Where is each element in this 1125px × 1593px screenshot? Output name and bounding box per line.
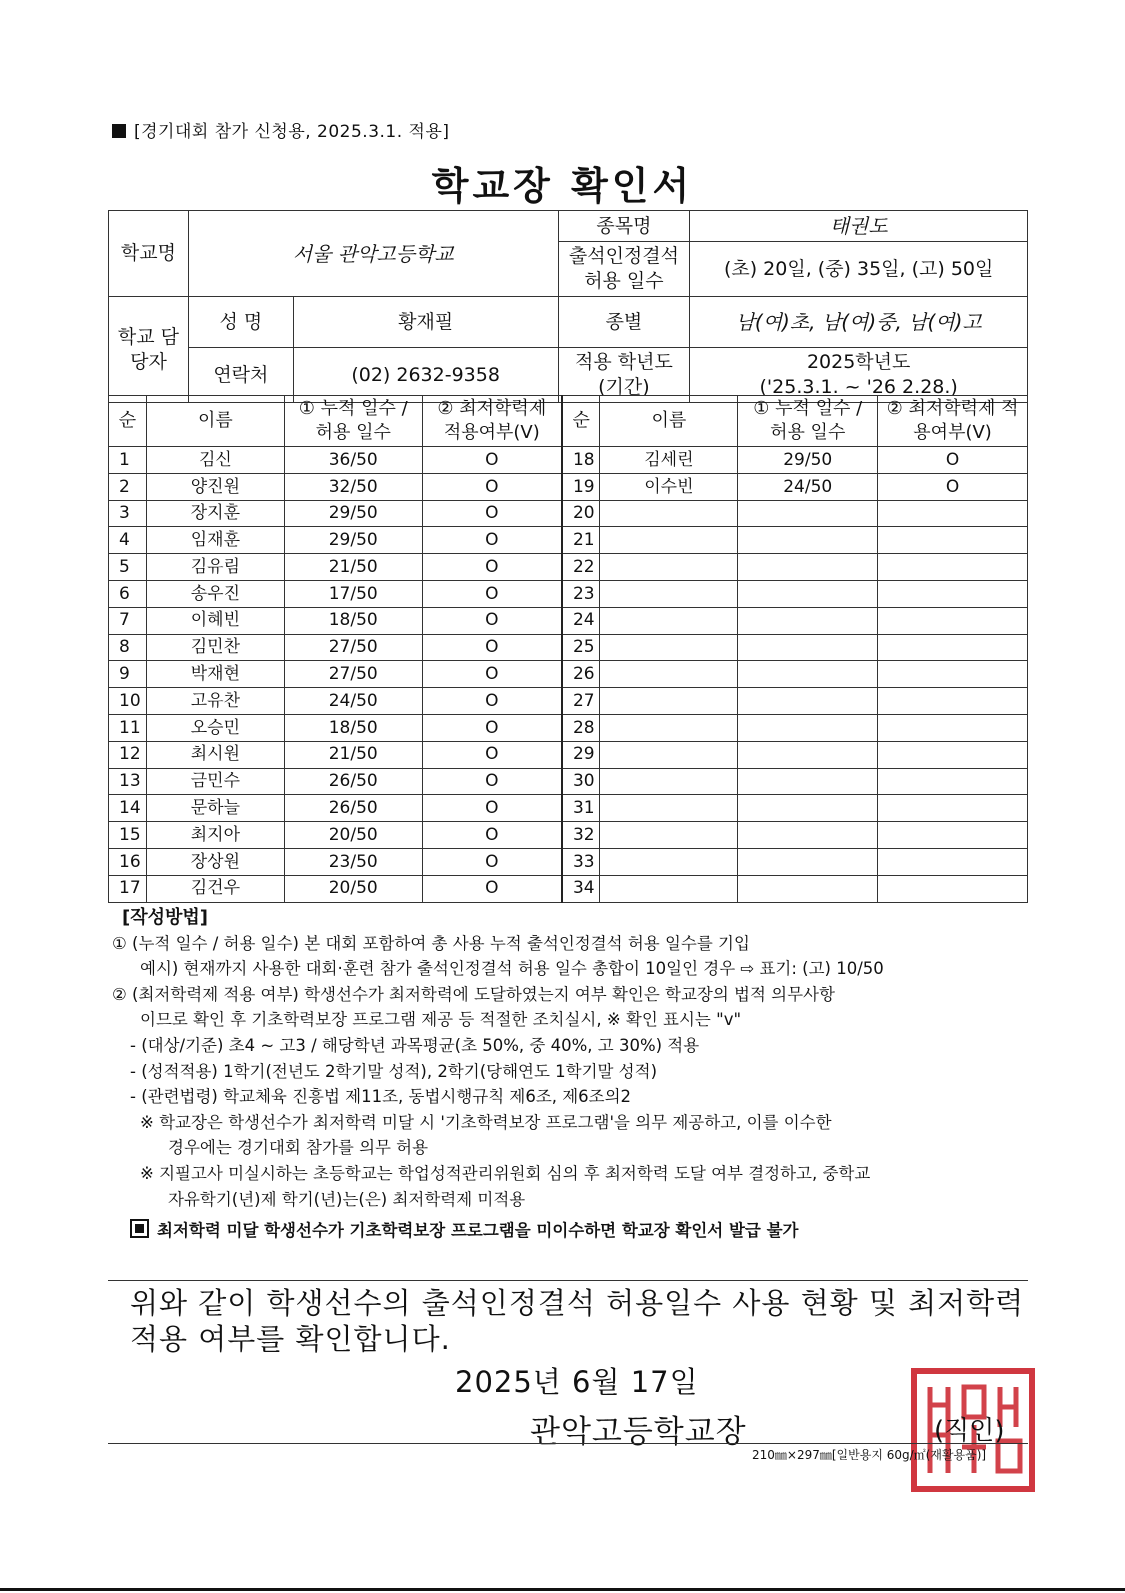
student-name: 이혜빈 <box>146 607 284 634</box>
student-name <box>600 714 738 741</box>
absence-days: 21/50 <box>284 554 422 581</box>
roster-table <box>108 395 1028 903</box>
method-note-1-cont: 경우에는 경기대회 참가를 의무 허용 <box>168 1138 429 1158</box>
page-bottom-edge <box>0 1588 1125 1591</box>
min-achievement-mark: O <box>422 688 562 715</box>
method-sub-target: - (대상/기준) 초4 ~ 고3 / 해당학년 과목평균(초 50%, 중 40%, 고 30%) 적용 <box>130 1035 700 1055</box>
table-row <box>109 473 1028 500</box>
student-name: 임재훈 <box>146 527 284 554</box>
row-number: 34 <box>562 875 600 902</box>
table-row <box>109 714 1028 741</box>
min-achievement-mark: O <box>422 795 562 822</box>
absence-days <box>738 634 878 661</box>
school-label: 학교명 <box>109 211 189 297</box>
row-number: 8 <box>109 634 147 661</box>
table-row <box>109 848 1028 875</box>
method-sub-grades: - (성적적용) 1학기(전년도 2학기말 성적), 2학기(당해연도 1학기말 성적) <box>130 1061 658 1081</box>
row-number: 10 <box>109 688 147 715</box>
student-name: 김유림 <box>146 554 284 581</box>
student-name: 송우진 <box>146 580 284 607</box>
type-value: 남(여)초, 남(여)중, 남(여)고 <box>690 297 1028 348</box>
student-name <box>600 500 738 527</box>
row-number: 20 <box>562 500 600 527</box>
table-row <box>109 447 1028 474</box>
header-note-text: [경기대회 참가 신청용, 2025.3.1. 적용] <box>134 122 450 142</box>
contact-label: 연락처 <box>188 348 293 403</box>
min-achievement-mark: O <box>422 634 562 661</box>
absence-days <box>738 822 878 849</box>
absence-days <box>738 688 878 715</box>
student-name: 문하늘 <box>146 795 284 822</box>
student-name: 장지훈 <box>146 500 284 527</box>
student-name <box>600 634 738 661</box>
row-number: 24 <box>562 607 600 634</box>
square-bullet-icon <box>112 124 126 138</box>
row-number: 3 <box>109 500 147 527</box>
col-min-ach-header: ② 최저학력제 적용여부(V) <box>878 396 1028 447</box>
student-name <box>600 795 738 822</box>
col-min-ach-header: ② 최저학력제 적용여부(V) <box>422 396 562 447</box>
table-row <box>109 634 1028 661</box>
min-achievement-mark <box>878 580 1028 607</box>
paper-spec: 210㎜×297㎜[일반용지 60g/㎡(재활용품)] <box>752 1448 987 1462</box>
student-name <box>600 768 738 795</box>
absence-days <box>738 500 878 527</box>
absence-days: 29/50 <box>284 500 422 527</box>
row-number: 11 <box>109 714 147 741</box>
min-achievement-mark: O <box>422 741 562 768</box>
absence-days: 18/50 <box>284 714 422 741</box>
method-item-1: ① (누적 일수 / 허용 일수) 본 대회 포함하여 총 사용 누적 출석인정결석 허용 일수를 기입 <box>112 933 750 953</box>
absence-days: 24/50 <box>738 473 878 500</box>
absence-days: 26/50 <box>284 768 422 795</box>
table-row <box>109 580 1028 607</box>
method-sub-laws: - (관련법령) 학교체육 진흥법 제11조, 동법시행규칙 제6조, 제6조의2 <box>130 1087 632 1107</box>
table-row <box>109 822 1028 849</box>
school-value: 서울 관악고등학교 <box>188 211 558 297</box>
row-number: 30 <box>562 768 600 795</box>
min-achievement-mark: O <box>422 822 562 849</box>
min-achievement-mark: O <box>422 554 562 581</box>
absence-days: 32/50 <box>284 473 422 500</box>
row-number: 27 <box>562 688 600 715</box>
confirm-statement <box>130 1285 1030 1357</box>
absence-days: 27/50 <box>284 634 422 661</box>
student-name: 양진원 <box>146 473 284 500</box>
min-achievement-mark: O <box>422 768 562 795</box>
sport-value: 태권도 <box>690 211 1028 242</box>
method-note-2: ※ 지필고사 미실시하는 초등학교는 학업성적관리위원회 심의 후 최저학력 도달 여부 결정하고, 중학교 <box>140 1163 871 1183</box>
method-note-1: ※ 학교장은 학생선수가 최저학력 미달 시 '기초학력보장 프로그램'을 의무 제공하고, 이를 이수한 <box>140 1112 832 1132</box>
min-achievement-mark: O <box>878 447 1028 474</box>
student-name: 이수빈 <box>600 473 738 500</box>
student-name: 박재현 <box>146 661 284 688</box>
row-number: 5 <box>109 554 147 581</box>
student-name <box>600 607 738 634</box>
min-achievement-mark: O <box>422 714 562 741</box>
min-achievement-mark <box>878 795 1028 822</box>
min-achievement-mark: O <box>422 580 562 607</box>
student-name: 김민찬 <box>146 634 284 661</box>
header-note <box>112 117 450 142</box>
row-number: 17 <box>109 875 147 902</box>
table-row <box>109 554 1028 581</box>
row-number: 31 <box>562 795 600 822</box>
min-achievement-mark: O <box>422 661 562 688</box>
info-table <box>108 210 1028 403</box>
table-row <box>109 768 1028 795</box>
row-number: 19 <box>562 473 600 500</box>
divider <box>108 1280 1028 1281</box>
sport-label: 종목명 <box>558 211 690 242</box>
absence-days: 29/50 <box>284 527 422 554</box>
min-achievement-mark <box>878 661 1028 688</box>
row-number: 26 <box>562 661 600 688</box>
col-no-header: 순 <box>109 396 147 447</box>
student-name: 최시원 <box>146 741 284 768</box>
absence-days: 21/50 <box>284 741 422 768</box>
period-value: ('25.3.1. ~ '26 2.28.) <box>759 376 958 398</box>
absence-days: 17/50 <box>284 580 422 607</box>
type-label: 종별 <box>558 297 690 348</box>
table-row <box>109 688 1028 715</box>
min-achievement-mark: O <box>878 473 1028 500</box>
absence-days <box>738 875 878 902</box>
min-achievement-mark: O <box>422 875 562 902</box>
final-notice-text: 최저학력 미달 학생선수가 기초학력보장 프로그램을 미이수하면 학교장 확인서 발급 불가 <box>157 1221 799 1241</box>
min-achievement-mark <box>878 741 1028 768</box>
absence-days: 26/50 <box>284 795 422 822</box>
absence-days <box>738 848 878 875</box>
method-item-2: ② (최저학력제 적용 여부) 학생선수가 최저학력에 도달하였는지 여부 확인은 학교장의 법적 의무사항 <box>112 984 835 1004</box>
allowed-days-label: 출석인정결석 허용 일수 <box>558 242 690 297</box>
table-row <box>109 795 1028 822</box>
min-achievement-mark <box>878 607 1028 634</box>
student-name <box>600 688 738 715</box>
issue-date: 2025년 6월 17일 <box>455 1365 699 1399</box>
row-number: 2 <box>109 473 147 500</box>
min-achievement-mark <box>878 714 1028 741</box>
checkbox-bullet-icon <box>130 1219 149 1238</box>
student-name: 김세린 <box>600 447 738 474</box>
seal-label: (직인) <box>934 1416 1005 1446</box>
absence-days: 20/50 <box>284 875 422 902</box>
min-achievement-mark <box>878 848 1028 875</box>
footer-divider <box>108 1443 1028 1444</box>
confirm-line-2: 적용 여부를 확인합니다. <box>130 1322 451 1356</box>
student-name: 고유찬 <box>146 688 284 715</box>
student-name: 금민수 <box>146 768 284 795</box>
row-number: 23 <box>562 580 600 607</box>
contact-value: (02) 2632-9358 <box>293 348 558 403</box>
row-number: 7 <box>109 607 147 634</box>
row-number: 15 <box>109 822 147 849</box>
absence-days <box>738 795 878 822</box>
row-number: 12 <box>109 741 147 768</box>
min-achievement-mark: O <box>422 447 562 474</box>
min-achievement-mark: O <box>422 607 562 634</box>
student-name <box>600 848 738 875</box>
student-name: 김건우 <box>146 875 284 902</box>
col-no-header: 순 <box>562 396 600 447</box>
min-achievement-mark <box>878 500 1028 527</box>
absence-days <box>738 527 878 554</box>
row-number: 25 <box>562 634 600 661</box>
student-name: 최지아 <box>146 822 284 849</box>
method-note-2-cont: 자유학기(년)제 학기(년)는(은) 최저학력제 미적용 <box>168 1189 526 1209</box>
min-achievement-mark <box>878 768 1028 795</box>
page-title: 학교장 확인서 <box>431 164 694 208</box>
row-number: 6 <box>109 580 147 607</box>
min-achievement-mark: O <box>422 500 562 527</box>
row-number: 29 <box>562 741 600 768</box>
absence-days <box>738 554 878 581</box>
row-number: 16 <box>109 848 147 875</box>
row-number: 9 <box>109 661 147 688</box>
min-achievement-mark <box>878 554 1028 581</box>
col-days-header: ① 누적 일수 / 허용 일수 <box>284 396 422 447</box>
row-number: 32 <box>562 822 600 849</box>
student-name <box>600 580 738 607</box>
row-number: 4 <box>109 527 147 554</box>
min-achievement-mark <box>878 634 1028 661</box>
table-row <box>109 500 1028 527</box>
row-number: 13 <box>109 768 147 795</box>
signer-name: 관악고등학교장 <box>530 1414 747 1450</box>
min-achievement-mark: O <box>422 527 562 554</box>
student-name <box>600 875 738 902</box>
student-name: 장상원 <box>146 848 284 875</box>
row-number: 14 <box>109 795 147 822</box>
absence-days <box>738 714 878 741</box>
col-days-header: ① 누적 일수 / 허용 일수 <box>738 396 878 447</box>
method-final-notice <box>108 1218 1033 1244</box>
row-number: 28 <box>562 714 600 741</box>
absence-days: 20/50 <box>284 822 422 849</box>
absence-days: 27/50 <box>284 661 422 688</box>
min-achievement-mark <box>878 527 1028 554</box>
absence-days <box>738 607 878 634</box>
student-name <box>600 554 738 581</box>
table-row <box>109 661 1028 688</box>
manager-label: 학교 담당자 <box>109 297 189 403</box>
min-achievement-mark <box>878 822 1028 849</box>
table-row <box>109 607 1028 634</box>
min-achievement-mark: O <box>422 848 562 875</box>
year-label: 적용 학년도 (기간) <box>558 348 690 403</box>
row-number: 18 <box>562 447 600 474</box>
writing-method <box>108 905 1033 1244</box>
table-row <box>109 875 1028 902</box>
student-name <box>600 741 738 768</box>
row-number: 1 <box>109 447 147 474</box>
student-name <box>600 661 738 688</box>
absence-days <box>738 580 878 607</box>
student-name <box>600 822 738 849</box>
absence-days <box>738 741 878 768</box>
row-number: 21 <box>562 527 600 554</box>
student-name: 김신 <box>146 447 284 474</box>
min-achievement-mark <box>878 688 1028 715</box>
method-item-2-cont: 이므로 확인 후 기초학력보장 프로그램 제공 등 적절한 조치실시, ※ 확인 표시는 "v" <box>140 1010 742 1030</box>
absence-days: 18/50 <box>284 607 422 634</box>
table-row <box>109 741 1028 768</box>
student-name <box>600 527 738 554</box>
year-value: 2025학년도 <box>806 351 911 374</box>
allowed-days-value: (초) 20일, (중) 35일, (고) 50일 <box>690 242 1028 297</box>
absence-days: 29/50 <box>738 447 878 474</box>
col-name-header: 이름 <box>146 396 284 447</box>
name-value: 황재필 <box>293 297 558 348</box>
absence-days <box>738 768 878 795</box>
absence-days: 24/50 <box>284 688 422 715</box>
method-title: [작성방법] <box>122 907 209 928</box>
row-number: 22 <box>562 554 600 581</box>
table-row <box>109 527 1028 554</box>
absence-days: 36/50 <box>284 447 422 474</box>
absence-days: 23/50 <box>284 848 422 875</box>
col-name-header: 이름 <box>600 396 738 447</box>
method-item-1-example: 예시) 현재까지 사용한 대회·훈련 참가 출석인정결석 허용 일수 총합이 10일인 경우 ⇨ 표기: (고) 10/50 <box>140 959 884 979</box>
confirm-line-1: 위와 같이 학생선수의 출석인정결석 허용일수 사용 현황 및 최저학력 <box>130 1286 1025 1320</box>
absence-days <box>738 661 878 688</box>
name-label: 성 명 <box>188 297 293 348</box>
student-name: 오승민 <box>146 714 284 741</box>
row-number: 33 <box>562 848 600 875</box>
min-achievement-mark: O <box>422 473 562 500</box>
min-achievement-mark <box>878 875 1028 902</box>
